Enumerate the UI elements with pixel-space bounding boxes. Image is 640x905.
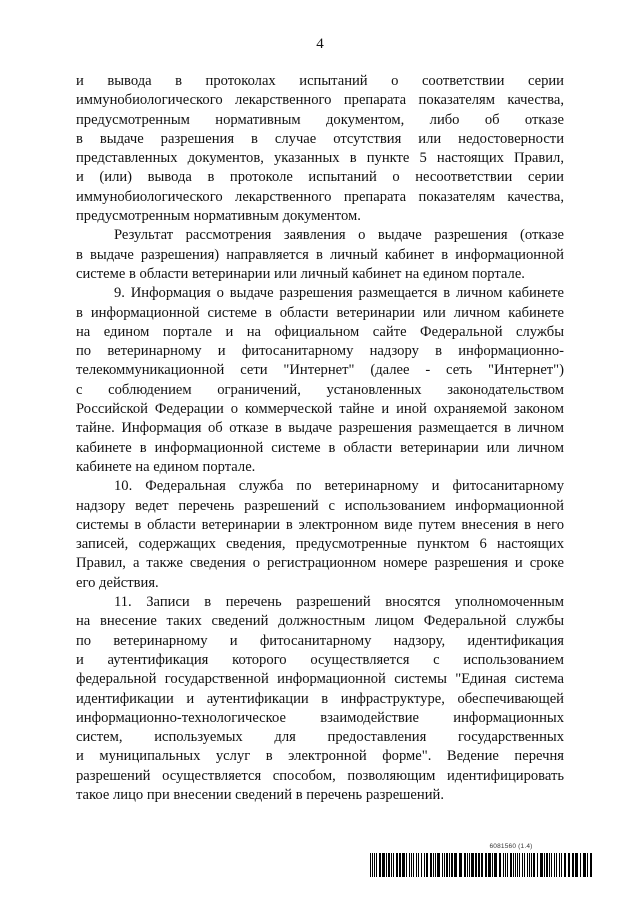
text-line: и вывода в протоколах испытаний о соответствии серии [76, 73, 564, 89]
text-line: по ветеринарному и фитосанитарному надзору, идентификация [76, 632, 564, 649]
text-line: на едином портале и на официальном сайте Федеральной службы [76, 323, 564, 340]
text-line: по ветеринарному и фитосанитарному надзору в информационно- [76, 343, 564, 360]
document-footer [370, 843, 592, 877]
text-line: его действия. [76, 574, 159, 591]
text-line: идентификации и аутентификации в инфраструктуре, обеспечивающей [76, 690, 564, 707]
paragraph [76, 284, 564, 477]
text-line: в информационной системе в области ветеринарии или личном кабинете [76, 304, 564, 321]
text-line: систем, используемых для предоставления государственных [76, 729, 564, 746]
text-line: предусмотренным нормативным документом, либо об отказе [76, 111, 564, 128]
text-line: и (или) вывода в протоколе испытаний о несоответствии серии [76, 169, 564, 186]
text-line: разрешений осуществляется способом, позволяющим идентифицировать [76, 767, 564, 784]
text-line: записей, содержащих сведения, предусмотренные пунктом 6 настоящих [76, 536, 564, 553]
text-line: 11. Записи в перечень разрешений вносятся уполномоченным [114, 594, 564, 611]
text-line: представленных документов, указанных в пункте 5 настоящих Правил, [76, 150, 564, 167]
paragraph [76, 72, 564, 226]
text-line: в выдаче разрешения) направляется в личный кабинет в информационной [76, 246, 564, 263]
paragraph [76, 226, 564, 284]
text-line: и муниципальных услуг в электронной форме". Ведение перечня [76, 748, 564, 765]
text-line: и аутентификация которого осуществляется с использованием [76, 651, 564, 668]
text-line: с соблюдением ограничений, установленных законодательством [76, 381, 564, 398]
paragraph [76, 593, 564, 805]
text-line: надзору ведет перечень разрешений с использованием информационной [76, 497, 564, 514]
text-line: Российской Федерации о коммерческой тайне и иной охраняемой законом [76, 401, 564, 418]
text-line: в выдаче разрешения в случае отсутствия или недостоверности [76, 130, 564, 147]
document-code: 6081560 (1.4) [489, 843, 533, 850]
text-line: телекоммуникационной сети "Интернет" (далее - сеть "Интернет") [76, 362, 564, 379]
text-line: кабинете в информационной системе в области ветеринарии или личном [76, 439, 564, 456]
paragraph [76, 477, 564, 593]
document-body [76, 72, 564, 805]
text-line: тайне. Информация об отказе в выдаче разрешения размещается в личном [76, 420, 564, 437]
text-line: на внесение таких сведений должностным лицом Федеральной службы [76, 613, 564, 630]
page-number: 4 [316, 36, 324, 52]
text-line: федеральной государственной информационной системы "Единая система [76, 671, 564, 688]
text-line: такое лицо при внесении сведений в перечень разрешений. [76, 786, 444, 803]
text-line: системы в области ветеринарии в электронном виде путем внесения в него [76, 516, 564, 533]
text-line: кабинете на едином портале. [76, 458, 256, 475]
text-line: системе в области ветеринарии или личный кабинет на едином портале. [76, 265, 525, 282]
text-line: иммунобиологического лекарственного препарата показателям качества, [76, 188, 564, 205]
text-line: 10. Федеральная служба по ветеринарному и фитосанитарному [114, 478, 564, 495]
text-line: информационно-технологическое взаимодействие информационных [76, 709, 564, 726]
barcode-icon [370, 853, 592, 877]
text-line: Правил, а также сведения о регистрационном номере разрешения и сроке [76, 555, 564, 572]
text-line: Результат рассмотрения заявления о выдаче разрешения (отказе [114, 227, 564, 244]
text-line: иммунобиологического лекарственного препарата показателям качества, [76, 92, 564, 109]
text-line: 9. Информация о выдаче разрешения размещается в личном кабинете [114, 285, 564, 302]
text-line: предусмотренным нормативным документом. [76, 208, 361, 225]
